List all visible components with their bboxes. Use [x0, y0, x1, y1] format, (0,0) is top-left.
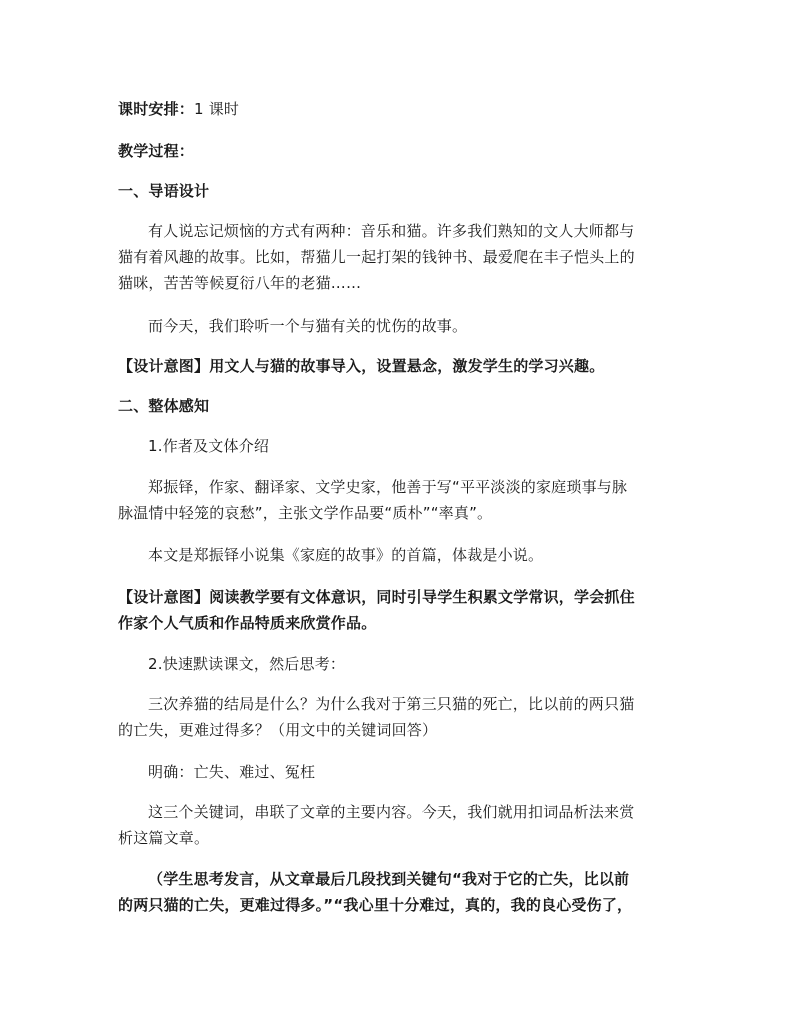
- summary-line: 析这篇文章。: [118, 829, 210, 847]
- schedule-line: [118, 99, 678, 119]
- discussion-line: 的两只猫的亡失，更难过得多。”“我心里十分难过，真的，我的良心受伤了，: [118, 896, 633, 914]
- answer-line: 明确：亡失、难过、冤枉: [148, 763, 316, 781]
- question-line: 的亡失，更难过得多？（用文中的关键词回答）: [118, 721, 438, 739]
- intro-paragraph-line: 猫咪，苦苦等候夏衍八年的老猫……: [118, 274, 362, 292]
- summary-line: 这三个关键词，串联了文章的主要内容。今天，我们就用扣词品析法来赏: [148, 803, 635, 821]
- author-paragraph-line: 脉温情中轻笼的哀愁”，主张文学作品要“质朴”“率真”。: [118, 504, 493, 522]
- schedule-value: 1 课时: [194, 100, 240, 118]
- discussion-line: （学生思考发言，从文章最后几段找到关键句“我对于它的亡失，比以前: [148, 870, 630, 888]
- subheading-reading: 2.快速默读课文，然后思考：: [148, 655, 346, 673]
- intro-paragraph-2: 而今天，我们聆听一个与猫有关的忧伤的故事。: [148, 317, 468, 335]
- subheading-author: 1.作者及文体介绍: [148, 437, 270, 455]
- author-paragraph-line: 郑振铎，作家、翻译家、文学史家，他善于写“平平淡淡的家庭琐事与脉: [148, 478, 628, 496]
- section1-heading: 一、导语设计: [118, 182, 210, 200]
- intro-paragraph-line: 猫有着风趣的故事。比如，帮猫儿一起打架的钱钟书、最爱爬在丰子恺头上的: [118, 248, 635, 266]
- section2-heading: 二、整体感知: [118, 397, 210, 415]
- schedule-label: 课时安排：: [118, 100, 195, 118]
- question-line: 三次养猫的结局是什么？为什么我对于第三只猫的死亡，比以前的两只猫: [148, 695, 635, 713]
- process-heading: 教学过程：: [118, 142, 195, 160]
- section2-design-intent-line: 【设计意图】阅读教学要有文体意识，同时引导学生积累文学常识，学会抓住: [118, 588, 635, 606]
- section1-design-intent: 【设计意图】用文人与猫的故事导入，设置悬念，激发学生的学习兴趣。: [118, 357, 605, 375]
- section2-design-intent-line: 作家个人气质和作品特质来欣赏作品。: [118, 614, 377, 632]
- intro-paragraph-line: 有人说忘记烦恼的方式有两种：音乐和猫。许多我们熟知的文人大师都与: [148, 222, 635, 240]
- genre-paragraph: 本文是郑振铎小说集《家庭的故事》的首篇，体裁是小说。: [148, 546, 544, 564]
